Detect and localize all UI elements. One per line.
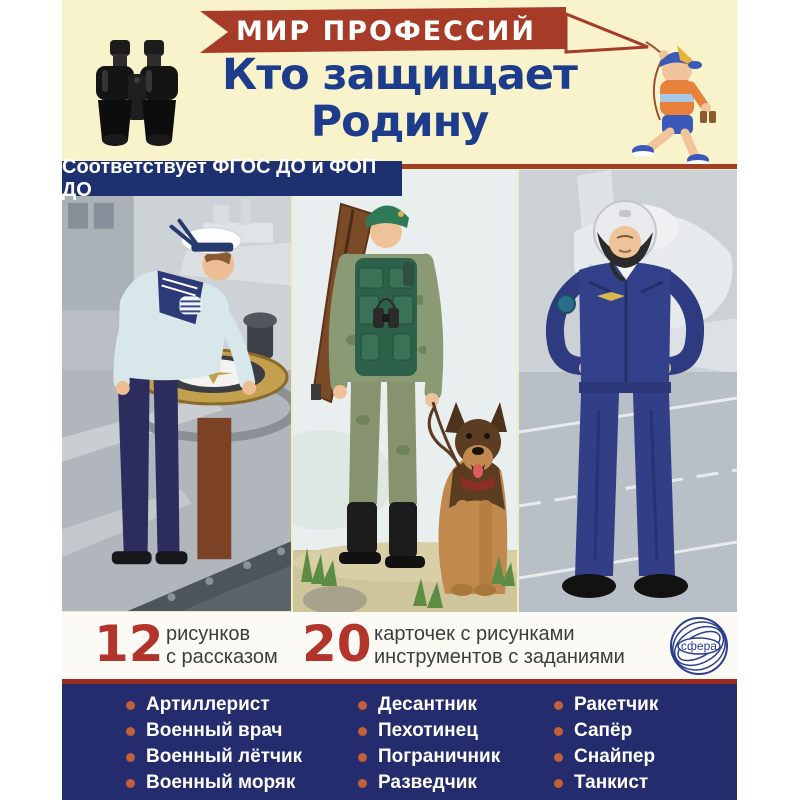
series-ribbon-label: МИР ПРОФЕССИЙ — [235, 16, 537, 47]
cover-title — [62, 52, 737, 146]
cover-title-line2: Родину — [310, 97, 489, 147]
panel-border-guard — [293, 170, 517, 612]
feature-cards-label: карточек с рисунками инструментов с заданиями — [374, 623, 625, 668]
professions-footer — [62, 684, 737, 800]
panel-navy-sailor — [62, 170, 291, 612]
sfera-publisher-logo — [668, 615, 730, 677]
profession-item: Десантник — [358, 692, 500, 718]
bullet-icon — [126, 701, 135, 710]
profession-item: Военный врач — [126, 718, 302, 744]
feature-pictures-label: рисунков с рассказом — [166, 623, 278, 668]
bullet-icon — [358, 753, 367, 762]
bullet-icon — [554, 753, 563, 762]
profession-photo-strip — [62, 170, 737, 612]
pilot-illustration — [519, 170, 737, 612]
profession-item: Пограничник — [358, 744, 500, 770]
bullet-icon — [554, 727, 563, 736]
border-guard-illustration — [293, 170, 517, 612]
cover-header — [62, 0, 737, 170]
cover-title-line1: Кто защищает — [222, 50, 577, 100]
bullet-icon — [126, 779, 135, 788]
panel-military-pilot — [519, 170, 737, 612]
profession-item: Танкист — [554, 770, 658, 796]
profession-item: Разведчик — [358, 770, 500, 796]
profession-item: Военный моряк — [126, 770, 302, 796]
bullet-icon — [554, 701, 563, 710]
profession-item: Сапёр — [554, 718, 658, 744]
professions-column-1 — [126, 692, 302, 796]
professions-column-3 — [554, 692, 658, 796]
bullet-icon — [358, 727, 367, 736]
feature-count-pictures: 12 — [94, 615, 164, 673]
professions-column-2 — [358, 692, 500, 796]
bullet-icon — [358, 779, 367, 788]
profession-item: Ракетчик — [554, 692, 658, 718]
sfera-logo-text: сфера — [681, 639, 717, 653]
profession-item: Снайпер — [554, 744, 658, 770]
standards-badge: Соответствует ФГОС ДО и ФОП ДО — [62, 161, 402, 196]
profession-item: Военный лётчик — [126, 744, 302, 770]
bullet-icon — [126, 727, 135, 736]
profession-item: Пехотинец — [358, 718, 500, 744]
profession-item: Артиллерист — [126, 692, 302, 718]
header-divider-line — [390, 164, 737, 169]
feature-count-cards: 20 — [302, 615, 372, 673]
bullet-icon — [126, 753, 135, 762]
bullet-icon — [358, 701, 367, 710]
sailor-illustration — [62, 170, 291, 612]
card-set-cover — [62, 0, 737, 800]
contents-info-strip — [62, 612, 737, 679]
bullet-icon — [554, 779, 563, 788]
